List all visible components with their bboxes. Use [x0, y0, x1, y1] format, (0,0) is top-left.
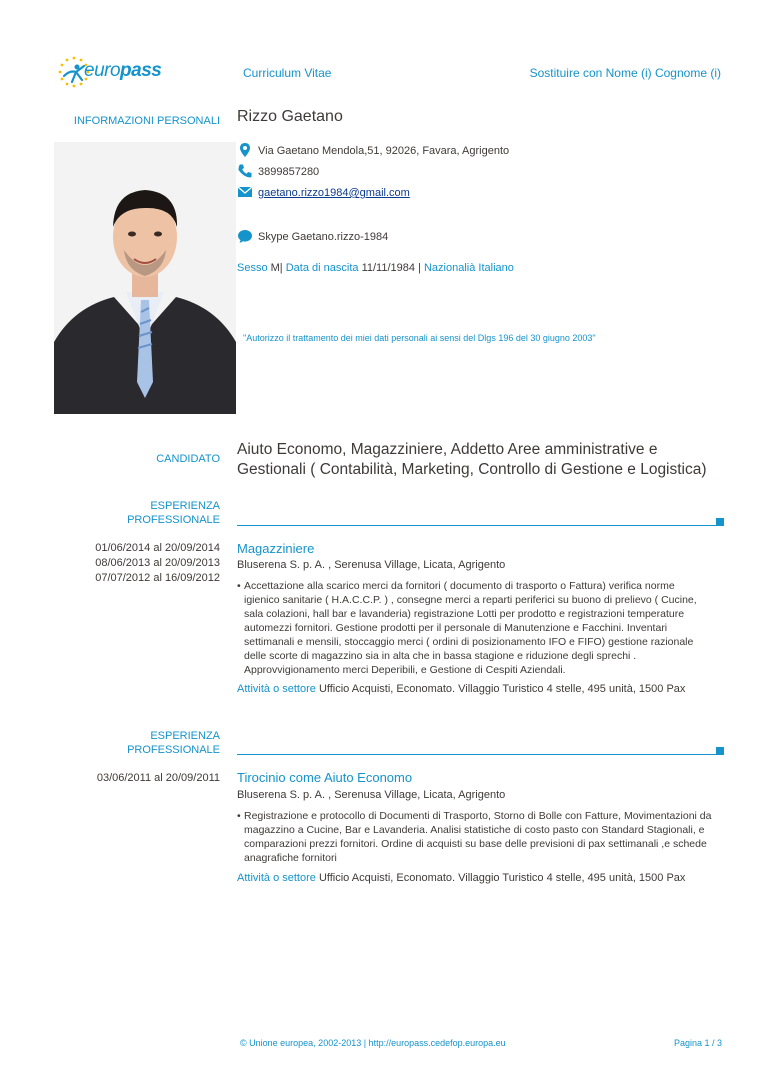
experience-1-dates	[95, 541, 220, 586]
experience-1-title: Magazziniere	[237, 541, 315, 556]
experience-2-dates	[97, 771, 220, 786]
date-range: 07/07/2012 al 16/09/2012	[95, 572, 220, 584]
address: Via Gaetano Mendola,51, 92026, Favara, Agrigento	[258, 145, 510, 157]
experience-2-title: Tirocinio come Aiuto Economo	[237, 770, 413, 785]
experience-2-employer: Bluserena S. p. A. , Serenusa Village, Licata, Agrigento	[237, 789, 506, 801]
experience-label-1-line-2: PROFESSIONALE	[127, 514, 220, 526]
date-range: 03/06/2011 al 20/09/2011	[96, 772, 220, 784]
bullet-dot: •	[237, 810, 241, 822]
portrait-illustration	[54, 142, 236, 414]
phone: 3899857280	[258, 166, 320, 178]
sex-value: M|	[270, 262, 283, 274]
date-range: 08/06/2013 al 20/09/2013	[95, 557, 220, 569]
skype: Skype Gaetano.rizzo-1984	[258, 231, 389, 243]
page-number: Pagina 1 / 3	[673, 1038, 722, 1048]
sector-value: Ufficio Acquisti, Economato. Villaggio Turistico 4 stelle, 495 unità, 1500 Pax	[318, 683, 686, 695]
email-link[interactable]: gaetano.rizzo1984@gmail.com	[258, 187, 410, 199]
replace-name-note: Sostituire con Nome (i) Cognome (i)	[529, 66, 721, 80]
experience-label-2	[127, 729, 220, 757]
candidate-position-line-1: Aiuto Economo, Magazziniere, Addetto Aree amministrative e	[237, 441, 658, 458]
description-line: settimanali e mensili, stoccaggio merci ( ordini di posizionamento IFO e FIFO) gestione razionale	[244, 636, 694, 648]
doc-title: Curriculum Vitae	[243, 66, 332, 80]
email-icon	[237, 184, 253, 200]
sector-label: Attività o settore	[237, 872, 316, 884]
experience-label-2-line-2: PROFESSIONALE	[127, 744, 220, 756]
chat-icon	[237, 228, 253, 244]
description-line: sala colazioni, hall bar e lavanderia) registrazione Lotti per prodotto e registrazioni temperature	[244, 608, 685, 620]
description-line: delle scorte di magazzino sia in alta che in bassa stagione e riduzione degli sprechi .	[244, 650, 637, 662]
experience-2-description	[237, 809, 727, 865]
experience-label-1	[127, 499, 220, 527]
candidate-position	[237, 440, 737, 480]
description-line: automezzi fornitori. Gestione prodotti per il personale di Manutenzione e Facchini. Inventari	[244, 622, 668, 634]
europass-wordmark: europass	[84, 60, 162, 81]
experience-1-description	[237, 579, 727, 677]
nationality-value: Italiano	[478, 262, 514, 274]
bullet-dot: •	[237, 580, 241, 592]
section-square-2	[716, 747, 724, 755]
description-line: magazzino a Cucine, Bar e Lavanderia. Analisi statistiche di costo pasto con Standard Stagionali, e	[244, 824, 705, 836]
privacy-consent: "Autorizzo il trattamento dei miei dati personali ai sensi del Dlgs 196 del 30 giugno 2003"	[243, 333, 596, 343]
footer-copyright: © Unione europea, 2002-2013 | http://europass.cedefop.europa.eu	[240, 1038, 506, 1048]
description-line: Registrazione e protocollo di Documenti di Trasporto, Storno di Bolle con Fatture, Movimentazioni da	[244, 810, 712, 822]
candidate-position-line-2: Gestionali ( Contabilità, Marketing, Controllo di Gestione e Logistica)	[237, 461, 707, 478]
section-divider-2	[237, 754, 717, 755]
description-line: comparazioni prezzi fornitori. Ordine di acquisti su base delle previsioni di pax settimanali ,e schede	[244, 838, 707, 850]
experience-1-sector	[237, 683, 685, 695]
candidate-label: CANDIDATO	[156, 453, 220, 465]
experience-2-sector	[237, 872, 685, 884]
sector-value: Ufficio Acquisti, Economato. Villaggio Turistico 4 stelle, 495 unità, 1500 Pax	[318, 872, 686, 884]
description-line: Approvvigionamento merci Deperibili, e Gestione di Cespiti Aziendali.	[244, 664, 566, 676]
location-icon	[237, 142, 253, 158]
birth-label: Data di nascita	[285, 262, 359, 274]
profile-photo	[54, 142, 236, 414]
experience-1-employer: Bluserena S. p. A. , Serenusa Village, Licata, Agrigento	[237, 559, 506, 571]
personal-info-label: INFORMAZIONI PERSONALI	[73, 115, 220, 127]
sex-label: Sesso	[237, 262, 268, 274]
separator: |	[418, 262, 421, 274]
section-square-1	[716, 518, 724, 526]
experience-label-1-line-1: ESPERIENZA	[150, 500, 220, 512]
description-line: igienico sanitarie ( H.A.C.C.P. ) , consegne merci a reparti periferici su buono di prelievo ( Cucine,	[244, 594, 697, 606]
phone-icon	[237, 163, 253, 179]
sector-label: Attività o settore	[237, 683, 316, 695]
candidate-name: Rizzo Gaetano	[237, 108, 343, 125]
description-line: anagrafiche fornitori	[244, 852, 337, 864]
section-divider-1	[237, 525, 717, 526]
nationality-label: Nazionalià	[423, 262, 476, 274]
date-range: 01/06/2014 al 20/09/2014	[95, 542, 220, 554]
birth-value: 11/11/1984	[361, 262, 415, 274]
experience-label-2-line-1: ESPERIENZA	[150, 730, 220, 742]
description-line: Accettazione alla scarico merci da fornitori ( documento di trasporto o Fattura) verifica norme	[244, 580, 675, 592]
personal-details-line	[237, 262, 514, 274]
